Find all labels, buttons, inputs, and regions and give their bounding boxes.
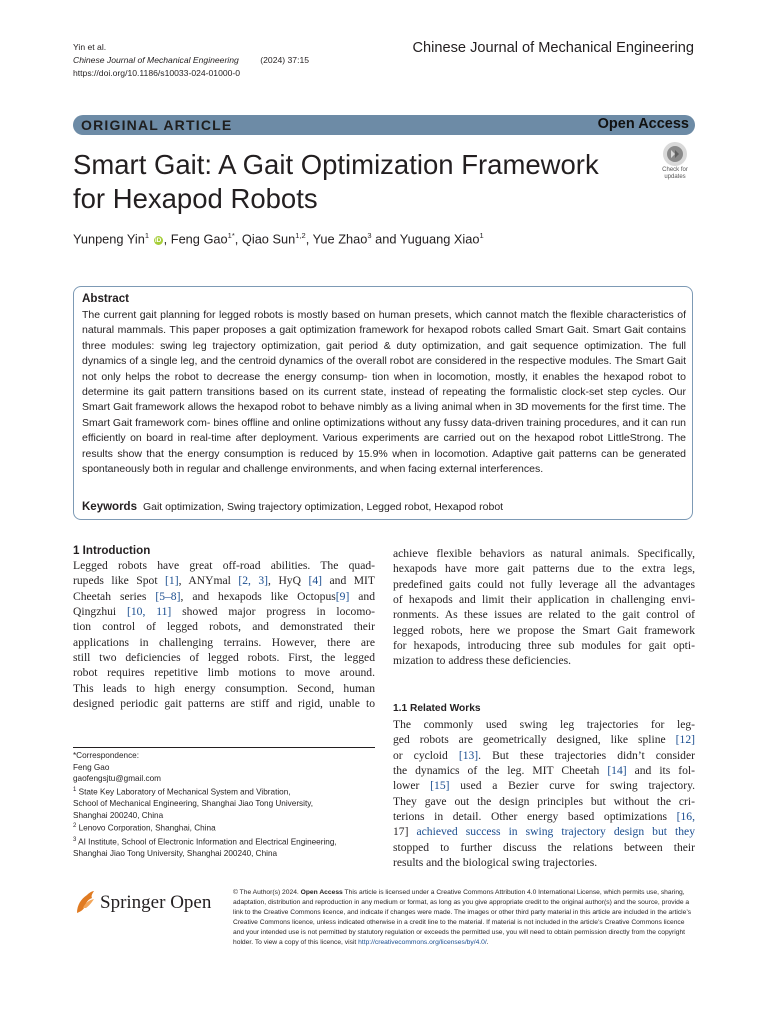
abstract-heading: Abstract xyxy=(82,292,130,305)
citation-link[interactable]: [14] xyxy=(607,764,627,778)
author-name[interactable]: Qiao Sun xyxy=(241,231,296,247)
footnote-line: Feng Gao xyxy=(73,762,110,772)
citation-link[interactable]: [12] xyxy=(675,733,695,747)
text-line: lower [15] used a Bezier curve for swing trajectory. xyxy=(393,779,696,793)
text-line: terions in detail. Other energy based optimizations [16, xyxy=(393,810,695,824)
springer-open-logo[interactable]: Springer Open xyxy=(73,889,218,917)
text-line: This leads to high energy consumption. Second, human xyxy=(73,681,375,695)
footnote-line: Shanghai Jiao Tong University, Shanghai 200240, China xyxy=(73,848,278,858)
citation-link[interactable]: [1] xyxy=(165,574,179,588)
text-line: hexapods have more gait patterns due to the extra legs, xyxy=(393,562,695,576)
intro-body-continued xyxy=(393,546,695,669)
footnote-line: gaofengsjtu@gmail.com xyxy=(73,774,161,784)
text-line: legged robots, here we propose the Smart Gait framework xyxy=(393,623,695,637)
author-name[interactable]: Feng Gao xyxy=(170,231,228,247)
citation-link[interactable]: [5–8] xyxy=(155,589,181,603)
text-line: the dynamics of the leg. MIT Cheetah [14] and its fol- xyxy=(393,764,695,778)
abstract-text: The current gait planning for legged robots is mostly based on human presets, which cannot match the flexible characteristics of natural mammals. This paper proposes a gait optimization framework for hexapod robots called Smart Gait. Smart Gait contains three modules: swing leg trajectory optimization, gait period & duty optimization, and gait sequence optimization. The full dynamics of a single leg, and the centroid dynamics of the overall robot are considered in the respective modules. The Smart Gait not only helps the robot to decrease the energy consump- tion when in locomotion, mostly, it enables the hexapod robot to determine its gait pattern transitions based on its current state, instead of repeating the formalistic clock-set step cycles. Our Smart Gait framework allows the hexapod robot to behave nimbly as a living animal when in 3D movements for the first time. The Smart Gait framework com- bines offline and online optimizations without any fussy data-driven training procedures, and it can run efficiently on board in real-time after deployment. Various experiments are carried out on the hexapod robot LittleStrong. The results show that the energy consumption is reduced by 15.9% when in locomotion. Adaptive gait patterns can be generated spontaneously both in regular and challenge environments, and when facing external interferences. xyxy=(82,309,687,476)
footnote-line: $^2$ Lenovo Corporation, Shanghai, China xyxy=(73,823,216,834)
text-line: for hexapods, introducing three sub modules for gait opti- xyxy=(393,639,695,653)
text-line: applications in challenging terrains. However, there are xyxy=(73,635,375,649)
keywords-label: Keywords xyxy=(82,501,137,513)
author-list: Yunpeng Yin$^1$ iD , Feng Gao$^{1*}$, Qiao Sun$^{1,2}$, Yue Zhao$^3$ and Yuguang Xiao$^1$ xyxy=(73,231,484,247)
text-line: results and the biological swing trajectories. xyxy=(393,856,598,870)
text-line: ged robots are geometrically designed, like spline [12] xyxy=(393,733,695,747)
citation-link[interactable]: [9] xyxy=(335,589,350,603)
footnote-line: Shanghai 200240, China xyxy=(73,810,164,820)
year-volume: (2024) 37:15 xyxy=(260,55,310,65)
citation-link[interactable]: [2, 3] xyxy=(238,574,269,588)
check-for-updates-button[interactable]: Check for updates xyxy=(654,141,696,181)
text-line: The commonly used swing leg trajectories for leg- xyxy=(393,718,695,731)
author-name[interactable]: Yuguang Xiao xyxy=(399,231,480,247)
abstract-box xyxy=(73,286,693,520)
springer-horse-icon xyxy=(73,889,97,915)
related-works-heading-wrap xyxy=(393,703,695,714)
license-text: © The Author(s) 2024. Open Access This article is licensed under a Creative Commons Attribution 4.0 International License, which permits use, sharing, adaptation, distribution and reproduction in any medium or format, as long as you give appropriate credit to the original author(s) and the source, provide a link to the Creative Commons licence, and indicate if changes were made. The images or other third party material in this article are included in the article’s Creative Commons licence, unless indicated otherwise in a credit line to the material. If material is not included in the article’s Creative Commons licence and your intended use is not permitted by statutory regulation or exceeds the permitted use, you will need to obtain permission directly from the copyright holder. To view a copy of this licence, visit http://creativecommons.org/licenses/by/4.0/. xyxy=(233,889,692,947)
footnotes xyxy=(73,750,375,860)
text-line: or cycloid [13]. But these trajectories didn’t consider xyxy=(393,748,695,762)
text-line: still two deficiencies of legged robots. First, the legged xyxy=(73,651,375,665)
article-title: Smart Gait: A Gait Optimization Framework for Hexapod Robots xyxy=(73,149,599,214)
subsection-heading: 1.1 Related Works xyxy=(393,703,481,714)
text-line: of hexapods and limit their application in challenging envi- xyxy=(393,593,695,607)
text-line: predefined gaits could not fully leverage all the advantages xyxy=(393,577,695,591)
article-type: ORIGINAL ARTICLE xyxy=(81,117,233,133)
text-line: robot requires repetitive limb motions to move around. xyxy=(73,666,375,680)
text-line: Legged robots have great off-road abilities. The quad- xyxy=(73,559,375,572)
intro-body xyxy=(73,558,375,711)
citation-link[interactable]: achieved success in swing trajectory design but they xyxy=(408,825,695,839)
journal-name: Chinese Journal of Mechanical Engineering xyxy=(412,40,694,56)
text-line: rupeds like Spot [1], ANYmal [2, 3], HyQ [4] and MIT xyxy=(73,574,375,588)
related-works-body xyxy=(393,717,695,870)
orcid-icon[interactable]: iD xyxy=(154,237,162,245)
license-link[interactable]: http://creativecommons.org/licenses/by/4.0/ xyxy=(358,939,487,947)
doi-link[interactable]: https://doi.org/10.1186/s10033-024-01000-0 xyxy=(73,68,241,78)
running-authors: Yin et al. xyxy=(73,42,107,52)
citation-link[interactable]: [4] xyxy=(308,574,323,588)
text-line: Qingzhui [10, 11] showed major progress in locomo- xyxy=(73,605,375,619)
text-line: Cheetah series [5–8], and hexapods like Octopus[9] and xyxy=(73,589,376,603)
footnote-line: School of Mechanical Engineering, Shanghai Jiao Tong University, xyxy=(73,799,314,809)
keywords xyxy=(82,501,503,513)
check-updates-icon xyxy=(662,141,688,167)
article-meta xyxy=(73,41,309,80)
article-type-banner xyxy=(73,115,695,135)
footnote-line: *Correspondence: xyxy=(73,751,139,760)
text-line: achieve flexible behaviors as natural animals. Specifically, xyxy=(393,547,695,560)
text-line: They gave out the design principles but without the cri- xyxy=(393,794,695,808)
open-access-label: Open Access xyxy=(597,116,689,132)
author-name[interactable]: Yunpeng Yin xyxy=(73,231,145,247)
citation-link[interactable]: [13] xyxy=(458,748,479,762)
text-line: mization to address these deficiencies. xyxy=(393,654,572,668)
text-line: tion control of legged robots, and demonstrated their xyxy=(73,620,375,634)
citation-link[interactable]: [16, xyxy=(676,810,695,824)
author-name[interactable]: Yue Zhao xyxy=(312,231,368,247)
text-line: stopped to further discuss the relations between their xyxy=(393,840,695,854)
citation-link[interactable]: [15] xyxy=(430,779,450,793)
text-line: ronments. As these issues are related to the gait control of xyxy=(393,608,695,622)
intro-section xyxy=(73,544,375,557)
footnote-line: $^3$ AI Institute, School of Electronic Information and Electrical Engineering, xyxy=(73,836,337,847)
footnote-line: $^1$ State Key Laboratory of Mechanical System and Vibration, xyxy=(73,786,291,797)
text-line: designed periodic gait patterns are stiff and rigid, unable to xyxy=(73,697,375,711)
citation-link[interactable]: [10, 11] xyxy=(127,605,172,619)
journal-citation: Chinese Journal of Mechanical Engineering xyxy=(73,55,239,65)
text-line: 17] achieved success in swing trajectory design but they xyxy=(393,825,695,839)
keywords-list: Gait optimization, Swing trajectory optimization, Legged robot, Hexapod robot xyxy=(142,501,504,513)
footnote-divider xyxy=(73,747,375,748)
publisher-name: Springer xyxy=(100,892,166,913)
section-heading: 1 Introduction xyxy=(73,544,151,557)
